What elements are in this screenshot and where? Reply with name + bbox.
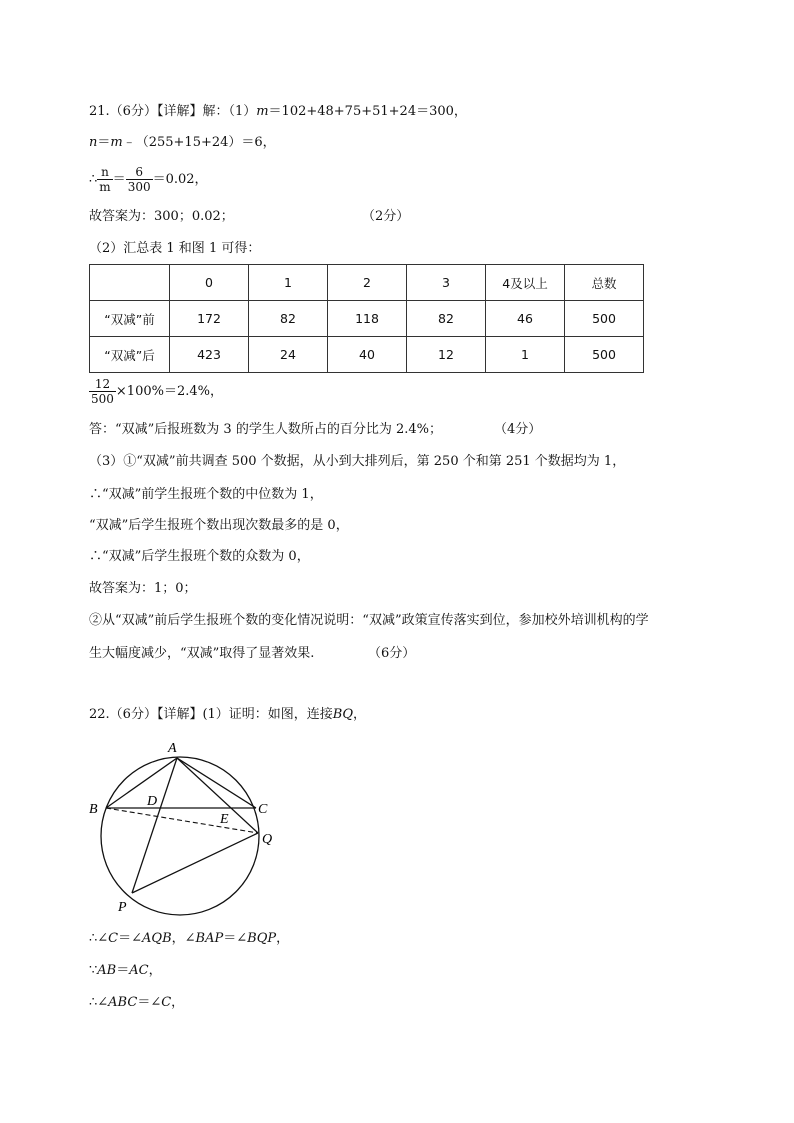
- table-cell: 423: [170, 337, 249, 373]
- point-label-a: A: [168, 741, 177, 756]
- table-cell: 40: [328, 337, 407, 373]
- segment-ap: [132, 758, 177, 893]
- table-cell: 总数: [565, 265, 644, 301]
- fraction-numerator: n: [97, 165, 112, 180]
- fraction-n-over-m: [97, 165, 112, 194]
- var-bq: BQ: [332, 707, 354, 722]
- fraction-denominator: m: [99, 180, 111, 194]
- fraction-denominator: 300: [127, 180, 151, 194]
- q22-line-1: [89, 930, 289, 948]
- table-cell: 500: [565, 301, 644, 337]
- fraction-12-over-500: [89, 377, 116, 406]
- punctuation: ，: [276, 931, 290, 946]
- angle-name: BQP: [247, 931, 277, 946]
- q22-line-3: [89, 994, 184, 1012]
- summary-table: [89, 264, 644, 373]
- q21-answer-2: 答：“双减”后报班数为 3 的学生人数所占的百分比为 2.4%；: [89, 422, 442, 437]
- angle-name: C: [108, 931, 119, 946]
- fraction-denominator: 500: [91, 392, 114, 406]
- q22-line-2: [89, 962, 162, 980]
- q21-score-3: （6分）: [368, 646, 416, 661]
- table-cell: 172: [170, 301, 249, 337]
- table-cell: 46: [486, 301, 565, 337]
- point-label-c: C: [258, 802, 268, 817]
- punctuation: ，: [148, 963, 162, 978]
- comma-angle: ，∠: [171, 931, 196, 946]
- circle-outline: [101, 757, 259, 915]
- q21-line-3: [89, 164, 208, 196]
- q21-part-3-line-6: ②从“双减”前后学生报班个数的变化情况说明：“双减”政策宣传落实到位，参加校外培训机构的学: [89, 613, 649, 628]
- table-cell: 82: [407, 301, 486, 337]
- var-m: m: [256, 104, 269, 119]
- q21-part-3-line-2: ∴“双减”前学生报班个数的中位数为 1，: [89, 487, 323, 502]
- table-cell: 0: [170, 265, 249, 301]
- table-cell: 82: [249, 301, 328, 337]
- fraction-numerator: 12: [89, 377, 116, 392]
- therefore-angle: ∴∠: [89, 995, 109, 1010]
- equals-sign: ＝: [116, 963, 130, 978]
- table-cell: 4及以上: [486, 265, 565, 301]
- q21-part-3-line-5: 故答案为：1；0；: [89, 581, 197, 596]
- q21-heading: 21.（6分）【详解】解：（1）: [89, 104, 257, 119]
- q21-percentage-result: ×100%＝2.4%，: [115, 384, 223, 399]
- punctuation: ，: [171, 995, 185, 1010]
- angle-name: C: [161, 995, 172, 1010]
- q21-line-2: [89, 134, 276, 152]
- equals-angle: ＝∠: [223, 931, 248, 946]
- table-cell: 12: [407, 337, 486, 373]
- point-label-b: B: [89, 802, 98, 817]
- q21-ratio-result: ＝0.02，: [152, 172, 208, 187]
- q21-n-expression: ﹣（255+15+24）＝6，: [122, 135, 276, 150]
- q21-part-3-line-3: “双减”后学生报班个数出现次数最多的是 0，: [89, 518, 349, 533]
- equals-sign: ＝: [97, 135, 111, 150]
- table-row: [90, 337, 644, 373]
- q22-heading-text: 22.（6分）【详解】(1）证明：如图，连接: [89, 707, 333, 722]
- punctuation: ，: [353, 707, 367, 722]
- because-symbol: ∵: [89, 963, 98, 978]
- table-cell: 24: [249, 337, 328, 373]
- q21-part-3-line-1: （3）①“双减”前共调查 500 个数据，从小到大排列后，第 250 个和第 251 个数据均为 1，: [89, 454, 626, 469]
- equals-angle: ＝∠: [118, 931, 143, 946]
- q21-percentage-line: [89, 375, 223, 409]
- segment-ab: [106, 758, 177, 808]
- point-label-p: P: [118, 900, 127, 915]
- table-cell: 1: [249, 265, 328, 301]
- angle-name: AQB: [142, 931, 172, 946]
- q21-score-2: （4分）: [494, 422, 542, 437]
- angle-name: BAP: [195, 931, 224, 946]
- q21-line-1: [89, 103, 467, 121]
- therefore-angle: ∴∠: [89, 931, 109, 946]
- table-cell: 1: [486, 337, 565, 373]
- q21-part-2: （2）汇总表 1 和图 1 可得：: [89, 241, 261, 256]
- q22-heading: [89, 706, 366, 724]
- table-cell: 3: [407, 265, 486, 301]
- angle-name: ABC: [108, 995, 138, 1010]
- q21-part-3-line-4: ∴“双减”后学生报班个数的众数为 0，: [89, 549, 310, 564]
- point-label-q: Q: [262, 832, 273, 847]
- circle-geometry-figure: [80, 735, 300, 920]
- equals-sign: ＝: [112, 172, 126, 187]
- table-cell: [90, 265, 170, 301]
- q21-score-1: （2分）: [362, 209, 410, 224]
- var-m: m: [110, 135, 123, 150]
- table-row-label: “双减”后: [90, 337, 170, 373]
- fraction-numerator: 6: [126, 165, 153, 180]
- equals-angle: ＝∠: [137, 995, 162, 1010]
- segment-name: AC: [129, 963, 149, 978]
- fraction-6-over-300: [126, 165, 153, 194]
- point-label-e: E: [220, 812, 229, 827]
- table-cell: 2: [328, 265, 407, 301]
- segment-pq: [132, 833, 258, 893]
- table-cell: 118: [328, 301, 407, 337]
- table-row-label: “双减”前: [90, 301, 170, 337]
- q21-sum-expression: ＝102+48+75+51+24＝300，: [268, 104, 467, 119]
- table-cell: 500: [565, 337, 644, 373]
- q21-answer-1: 故答案为：300；0.02；: [89, 209, 234, 224]
- table-row: [90, 301, 644, 337]
- var-n: n: [89, 135, 98, 150]
- segment-name: AB: [97, 963, 117, 978]
- q21-part-3-line-7: 生大幅度减少，“双减”取得了显著效果.: [89, 646, 315, 661]
- point-label-d: D: [147, 794, 158, 809]
- therefore-symbol: ∴: [89, 172, 98, 187]
- table-header-row: [90, 265, 644, 301]
